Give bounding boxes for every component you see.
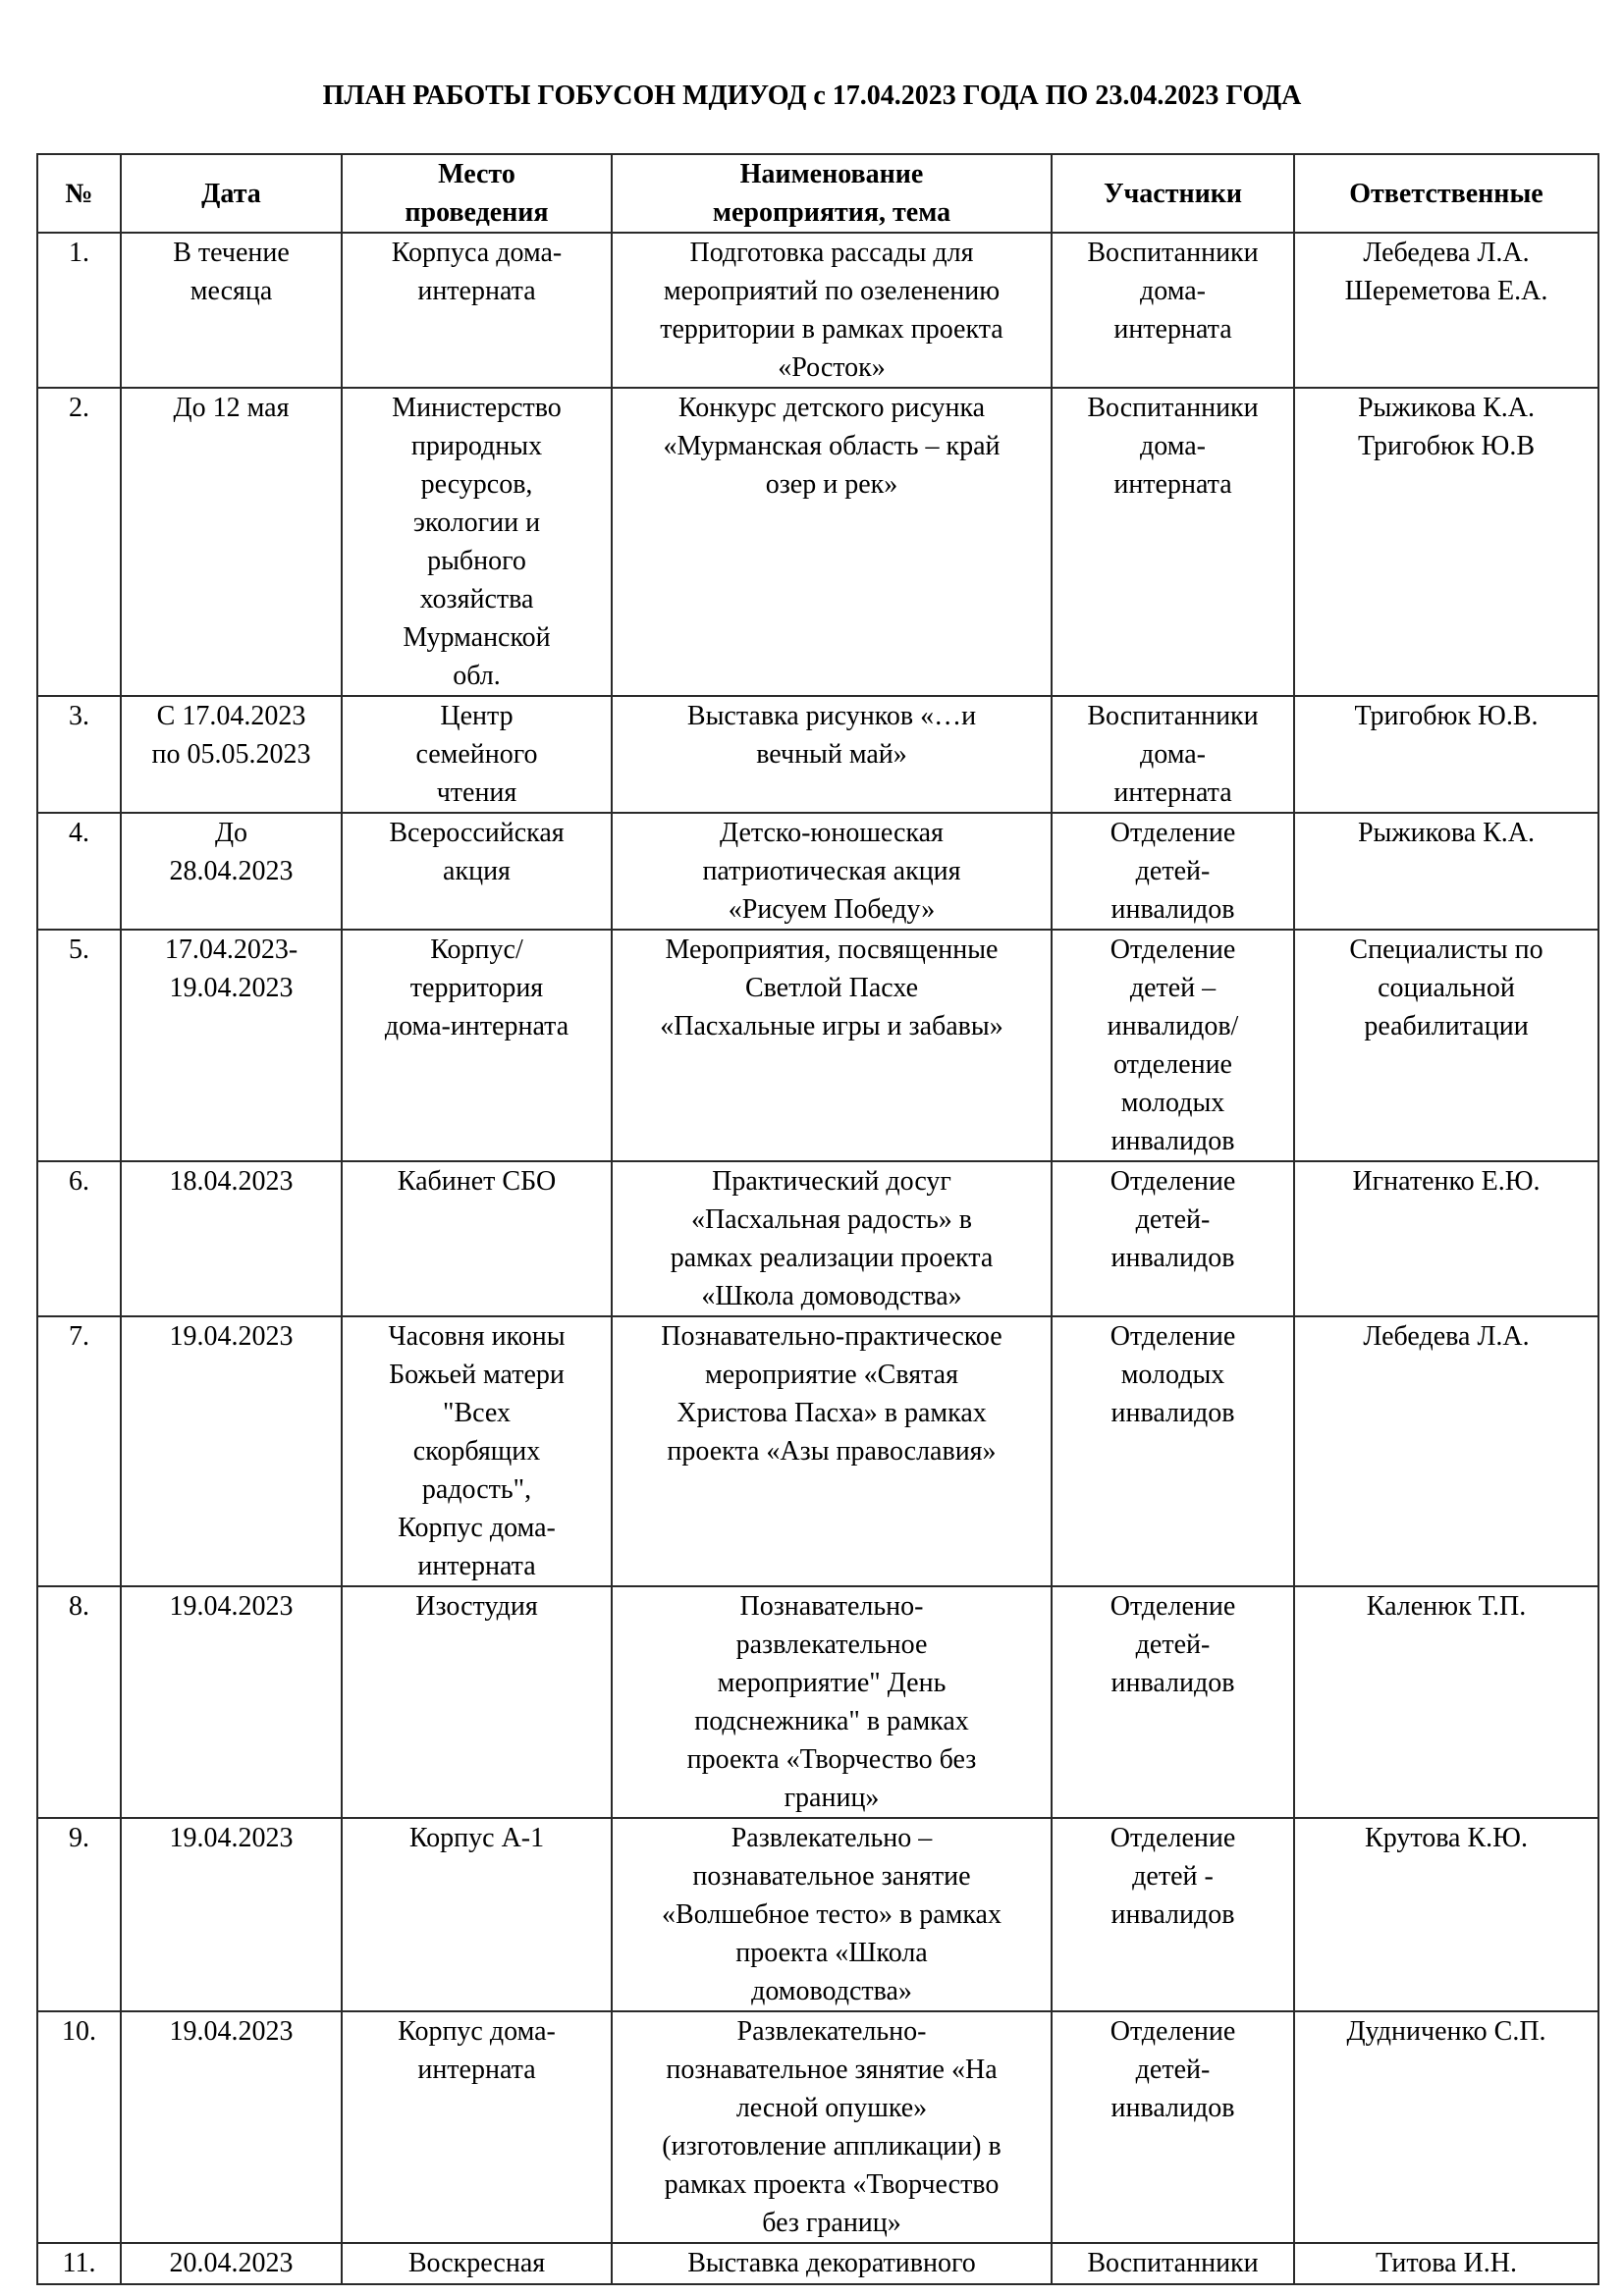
header-place: Место проведения xyxy=(342,154,612,233)
cell-responsible: Титова И.Н. xyxy=(1294,2243,1598,2284)
cell-event: Мероприятия, посвященные Светлой Пасхе «Пасхальные игры и забавы» xyxy=(612,930,1052,1161)
work-plan-table xyxy=(36,153,1599,2285)
table-row xyxy=(37,2243,1598,2284)
cell-place: Корпуса дома- интерната xyxy=(342,233,612,388)
cell-number: 9. xyxy=(37,1818,121,2011)
cell-place: Корпус А-1 xyxy=(342,1818,612,2011)
cell-date: 19.04.2023 xyxy=(121,2011,342,2243)
cell-responsible: Крутова К.Ю. xyxy=(1294,1818,1598,2011)
table-row xyxy=(37,233,1598,388)
header-participants: Участники xyxy=(1052,154,1294,233)
cell-responsible: Специалисты по социальной реабилитации xyxy=(1294,930,1598,1161)
cell-event: Выставка рисунков «…и вечный май» xyxy=(612,696,1052,813)
cell-place: Корпус дома- интерната xyxy=(342,2011,612,2243)
cell-date: 18.04.2023 xyxy=(121,1161,342,1316)
cell-event: Подготовка рассады для мероприятий по озеленению территории в рамках проекта «Росток» xyxy=(612,233,1052,388)
header-date: Дата xyxy=(121,154,342,233)
table-row xyxy=(37,1316,1598,1586)
cell-participants: Отделение детей- инвалидов xyxy=(1052,813,1294,930)
table-row xyxy=(37,388,1598,696)
cell-event: Развлекательно – познавательное занятие «Волшебное тесто» в рамках проекта «Школа домоводства» xyxy=(612,1818,1052,2011)
cell-number: 1. xyxy=(37,233,121,388)
cell-event: Развлекательно- познавательное зянятие «На лесной опушке» (изготовление аппликации) в рамках проекта «Творчество без границ» xyxy=(612,2011,1052,2243)
cell-responsible: Рыжикова К.А. Тригобюк Ю.В xyxy=(1294,388,1598,696)
cell-date: 17.04.2023- 19.04.2023 xyxy=(121,930,342,1161)
cell-place: Воскресная xyxy=(342,2243,612,2284)
cell-place: Корпус/ территория дома-интерната xyxy=(342,930,612,1161)
cell-responsible: Игнатенко Е.Ю. xyxy=(1294,1161,1598,1316)
cell-date: 19.04.2023 xyxy=(121,1586,342,1818)
cell-participants: Отделение детей - инвалидов xyxy=(1052,1818,1294,2011)
cell-place: Министерство природных ресурсов, экологии и рыбного хозяйства Мурманской обл. xyxy=(342,388,612,696)
cell-number: 6. xyxy=(37,1161,121,1316)
cell-participants: Отделение детей – инвалидов/ отделение молодых инвалидов xyxy=(1052,930,1294,1161)
table-row xyxy=(37,2011,1598,2243)
cell-place: Изостудия xyxy=(342,1586,612,1818)
cell-number: 11. xyxy=(37,2243,121,2284)
cell-number: 2. xyxy=(37,388,121,696)
cell-number: 3. xyxy=(37,696,121,813)
cell-event: Познавательно-практическое мероприятие «Святая Христова Пасха» в рамках проекта «Азы православия» xyxy=(612,1316,1052,1586)
cell-event: Познавательно- развлекательное мероприятие" День подснежника" в рамках проекта «Творчество без границ» xyxy=(612,1586,1052,1818)
cell-number: 7. xyxy=(37,1316,121,1586)
cell-responsible: Дудниченко С.П. xyxy=(1294,2011,1598,2243)
cell-place: Всероссийская акция xyxy=(342,813,612,930)
cell-participants: Воспитанники дома- интерната xyxy=(1052,388,1294,696)
cell-date: До 12 мая xyxy=(121,388,342,696)
cell-number: 8. xyxy=(37,1586,121,1818)
table-row xyxy=(37,1161,1598,1316)
cell-date: 19.04.2023 xyxy=(121,1316,342,1586)
cell-responsible: Лебедева Л.А. Шереметова Е.А. xyxy=(1294,233,1598,388)
cell-date: До 28.04.2023 xyxy=(121,813,342,930)
cell-responsible: Каленюк Т.П. xyxy=(1294,1586,1598,1818)
table-header-row xyxy=(37,154,1598,233)
cell-participants: Воспитанники xyxy=(1052,2243,1294,2284)
cell-event: Детско-юношеская патриотическая акция «Рисуем Победу» xyxy=(612,813,1052,930)
table-row xyxy=(37,930,1598,1161)
cell-participants: Отделение детей- инвалидов xyxy=(1052,1586,1294,1818)
cell-number: 4. xyxy=(37,813,121,930)
header-number: № xyxy=(37,154,121,233)
table-row xyxy=(37,813,1598,930)
cell-participants: Отделение детей- инвалидов xyxy=(1052,1161,1294,1316)
cell-date: 20.04.2023 xyxy=(121,2243,342,2284)
cell-responsible: Лебедева Л.А. xyxy=(1294,1316,1598,1586)
cell-date: С 17.04.2023 по 05.05.2023 xyxy=(121,696,342,813)
cell-event: Выставка декоративного xyxy=(612,2243,1052,2284)
cell-number: 5. xyxy=(37,930,121,1161)
cell-participants: Отделение молодых инвалидов xyxy=(1052,1316,1294,1586)
cell-place: Кабинет СБО xyxy=(342,1161,612,1316)
document-title: ПЛАН РАБОТЫ ГОБУСОН МДИУОД с 17.04.2023 ГОДА ПО 23.04.2023 ГОДА xyxy=(322,80,1302,111)
cell-participants: Воспитанники дома- интерната xyxy=(1052,696,1294,813)
cell-participants: Воспитанники дома- интерната xyxy=(1052,233,1294,388)
cell-event: Практический досуг «Пасхальная радость» в рамках реализации проекта «Школа домоводства» xyxy=(612,1161,1052,1316)
table-row xyxy=(37,696,1598,813)
cell-number: 10. xyxy=(37,2011,121,2243)
header-event: Наименование мероприятия, тема xyxy=(612,154,1052,233)
table-row xyxy=(37,1818,1598,2011)
cell-event: Конкурс детского рисунка «Мурманская область – край озер и рек» xyxy=(612,388,1052,696)
cell-place: Часовня иконы Божьей матери "Всех скорбящих радость", Корпус дома- интерната xyxy=(342,1316,612,1586)
cell-responsible: Рыжикова К.А. xyxy=(1294,813,1598,930)
header-responsible: Ответственные xyxy=(1294,154,1598,233)
table-row xyxy=(37,1586,1598,1818)
cell-date: 19.04.2023 xyxy=(121,1818,342,2011)
cell-date: В течение месяца xyxy=(121,233,342,388)
cell-responsible: Тригобюк Ю.В. xyxy=(1294,696,1598,813)
cell-participants: Отделение детей- инвалидов xyxy=(1052,2011,1294,2243)
cell-place: Центр семейного чтения xyxy=(342,696,612,813)
